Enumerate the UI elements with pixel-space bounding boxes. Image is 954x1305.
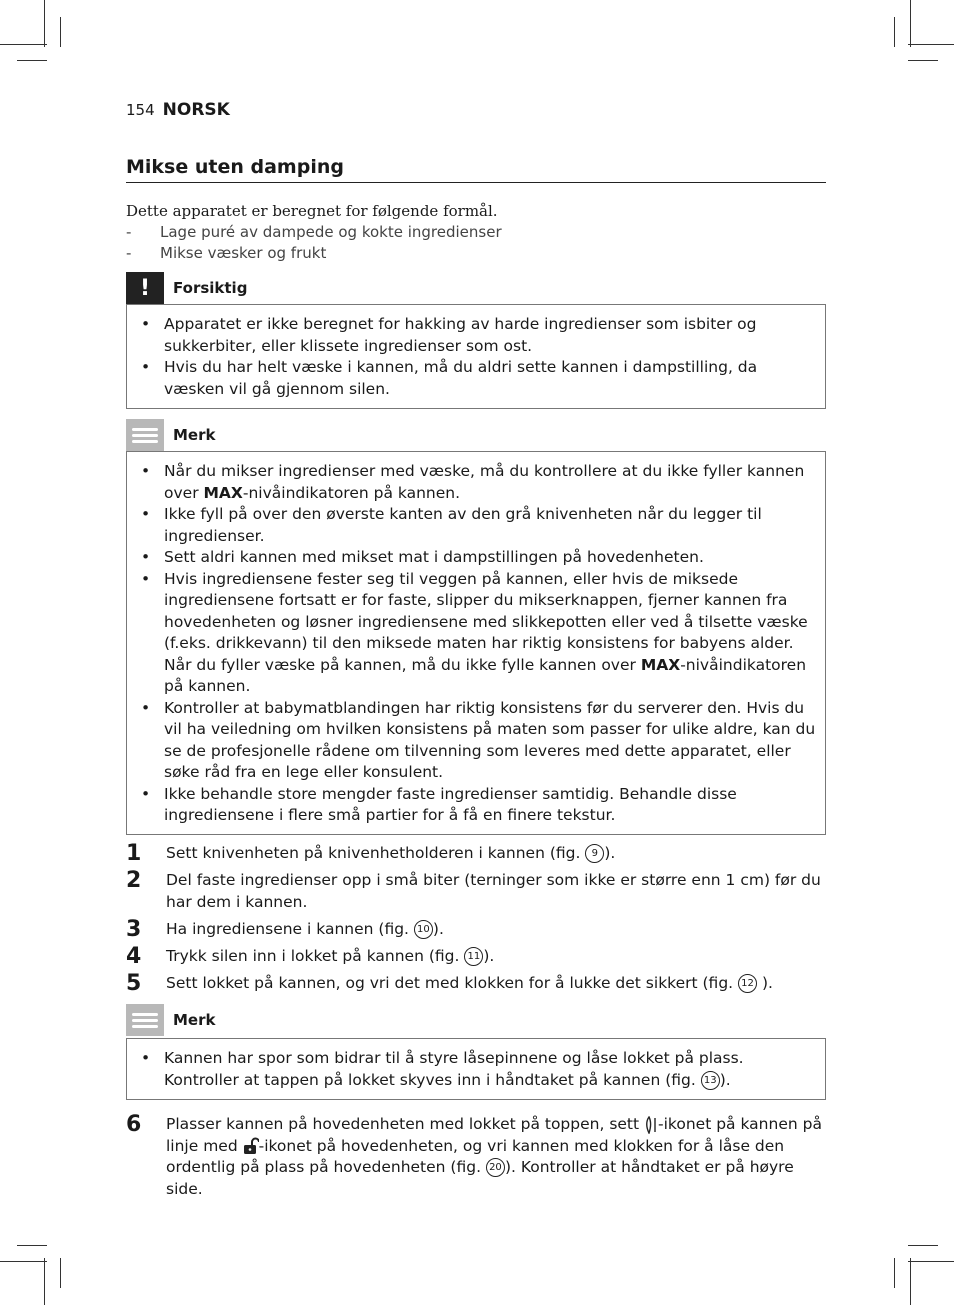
- list-item: • Kannen har spor som bidrar til å styre låsepinnene og låse lokket på plass. Kontroller at tappen på lokket skyves inn i håndtaket på kannen (fig. 13 ).: [141, 1049, 744, 1089]
- caution-box: [126, 304, 826, 409]
- list-item: • Hvis du har helt væske i kannen, må du aldri sette kannen i dampstilling, da væsken vil gå gjennom silen.: [141, 358, 758, 398]
- step-4: 4 Trykk silen inn i lokket på kannen (fig. 11 ).: [126, 944, 495, 969]
- list-item: • Hvis ingrediensene fester seg til veggen på kannen, eller hvis de miksede ingrediensene fortsatt er for faste, slipper du mikserknappen, fjerner kannen fra hovedenheten og løsner ingrediensene med slikkepotten eller ved å tilsette væske (f.eks. drikkevann) til den miksede maten har riktig konsistens for babyens alder. Når du fyller væske på kannen, må du ikke fylle kannen over MAX-nivåindikatoren på kannen.: [141, 569, 808, 695]
- crop-mark: [908, 60, 938, 61]
- figure-ref: 13: [701, 1071, 720, 1090]
- crop-mark: [894, 17, 895, 47]
- step-5: 5 Sett lokket på kannen, og vri det med klokken for å lukke det sikkert (fig. 12 ).: [126, 971, 773, 996]
- step-1: 1 Sett knivenheten på knivenhetholderen i kannen (fig. 9 ).: [126, 841, 616, 866]
- crop-mark: [910, 1258, 911, 1305]
- unlock-icon: [243, 1137, 259, 1155]
- note-header: [126, 419, 215, 451]
- kettle-line-icon: [644, 1116, 658, 1134]
- crop-mark: [908, 1245, 938, 1246]
- step-3: 3 Ha ingrediensene i kannen (fig. 10 ).: [126, 917, 444, 942]
- page-language: NORSK: [162, 100, 230, 120]
- crop-mark: [894, 1258, 895, 1288]
- list-item: • Kontroller at babymatblandingen har riktig konsistens før du serverer den. Hvis du vil ha veiledning om hvilken konsistens på maten som passer for ulike aldre, kan du se de profesjonelle rådene om tilvenning som leveres med dette apparatet, eller søke råd fra en lege eller konsulent.: [141, 698, 816, 781]
- crop-mark: [60, 17, 61, 47]
- page-number: 154: [126, 101, 155, 119]
- note-box: [126, 451, 826, 835]
- section-title: Mikse uten damping: [126, 156, 826, 183]
- list-item: • Når du mikser ingredienser med væske, må du kontrollere at du ikke fyller kannen over MAX-nivåindikatoren på kannen.: [141, 462, 805, 502]
- step-6: 6 Plasser kannen på hovedenheten med lokket på toppen, sett -ikonet på kannen på linje med -ikonet på hovedenheten, og vri kannen med klokken for å låse den ordentlig på plass på hovedenheten (fig. 20 ). Kontroller at håndtaket er på høyre side.: [126, 1112, 822, 1198]
- caution-header: [126, 272, 247, 304]
- intro-text: Dette apparatet er beregnet for følgende formål.: [126, 202, 498, 220]
- list-item: • Sett aldri kannen med mikset mat i dampstillingen på hovedenheten.: [141, 548, 704, 566]
- note-header: [126, 1004, 215, 1036]
- crop-mark: [44, 1258, 45, 1305]
- note-icon: [126, 1004, 164, 1036]
- crop-mark: [908, 44, 954, 45]
- list-item: • Ikke behandle store mengder faste ingredienser samtidig. Behandle disse ingrediensene i flere små partier for å få en finere tekstur.: [141, 784, 737, 824]
- figure-ref: 9: [585, 844, 604, 863]
- intro-block: [126, 202, 826, 264]
- exclamation-icon: !: [126, 272, 164, 304]
- crop-mark: [0, 44, 47, 45]
- note-label: Merk: [173, 1011, 216, 1029]
- note-label: Merk: [173, 426, 216, 444]
- caution-label: Forsiktig: [173, 279, 248, 297]
- list-item: • Apparatet er ikke beregnet for hakking av harde ingredienser som isbiter og sukkerbiter, eller klissete ingredienser som ost.: [141, 315, 757, 355]
- crop-mark: [17, 60, 47, 61]
- list-item: • Ikke fyll på over den øverste kanten av den grå knivenheten når du legger til ingredienser.: [141, 505, 762, 545]
- crop-mark: [17, 1245, 47, 1246]
- crop-mark: [0, 1261, 47, 1262]
- note-box: [126, 1038, 826, 1100]
- figure-ref: 10: [414, 920, 433, 939]
- list-item: - Mikse væsker og frukt: [126, 244, 327, 262]
- crop-mark: [910, 0, 911, 47]
- crop-mark: [60, 1258, 61, 1288]
- crop-mark: [908, 1261, 954, 1262]
- figure-ref: 12: [738, 974, 757, 993]
- figure-ref: 11: [464, 947, 483, 966]
- crop-mark: [44, 0, 45, 47]
- list-item: - Lage puré av dampede og kokte ingredienser: [126, 223, 502, 241]
- page-header: [126, 100, 230, 122]
- figure-ref: 20: [486, 1158, 505, 1177]
- step-2: 2 Del faste ingredienser opp i små biter (terninger som ikke er større enn 1 cm) før du har dem i kannen.: [126, 868, 821, 911]
- note-icon: [126, 419, 164, 451]
